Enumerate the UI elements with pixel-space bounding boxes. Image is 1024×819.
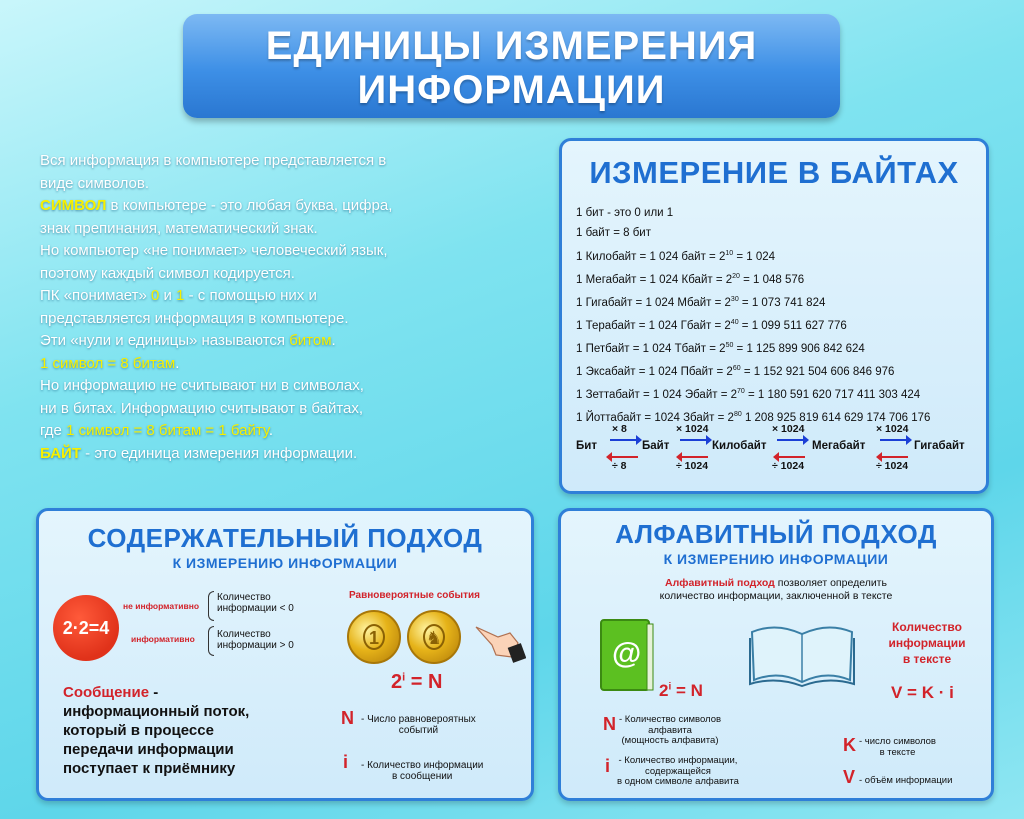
bytes-row-text: 1 Мегабайт = 1 024 Кбайт = 2 [576, 273, 733, 286]
bytes-row-text: 1 Петбайт = 1 024 Тбайт = 2 [576, 342, 726, 355]
up-factor: × 1024 [876, 423, 909, 435]
bytes-row-exponent: 60 [732, 365, 741, 373]
intro-fragment: . [331, 332, 336, 349]
coin-icon: 1 [347, 610, 401, 664]
alpha-description [561, 577, 991, 603]
intro-line [40, 285, 470, 308]
unit-label: Гигабайт [914, 440, 965, 452]
arrow-left-icon [880, 456, 908, 458]
arrow-right-icon [680, 439, 708, 441]
info-amount-line: информации < 0 [217, 603, 294, 614]
i-desc-line: - Количество информации, [618, 755, 738, 766]
down-factor: ÷ 8 [612, 460, 627, 472]
message-line: информационный поток, [63, 703, 250, 720]
brace-icon [208, 626, 214, 656]
content-title: СОДЕРЖАТЕЛЬНЫЙ ПОДХОД [87, 523, 483, 553]
info-amount-negative [217, 592, 294, 614]
bytes-row [576, 244, 930, 267]
n-letter: N [603, 714, 616, 734]
intro-line [40, 195, 470, 218]
bytes-row-exponent: 50 [725, 342, 734, 350]
i-description [361, 760, 483, 782]
intro-fragment: в компьютере - это любая буква, цифра, [106, 197, 393, 214]
bytes-row-value: = 1 099 511 627 776 [738, 319, 847, 332]
symbol-byte-fact: 1 символ = 8 битам = 1 байту [66, 422, 269, 439]
conversion-diagram [572, 413, 982, 483]
n-desc-line: алфавита [648, 724, 692, 736]
n-desc-line: - Количество символов [619, 714, 722, 725]
title-line-2: ИНФОРМАЦИИ [357, 68, 666, 112]
intro-fragment: . [268, 422, 274, 439]
intro-line: ни в битах. Информацию считывают в байтах, [40, 399, 364, 417]
unit-label: Килобайт [712, 440, 767, 452]
k-description [859, 737, 936, 758]
formula-rest: = N [405, 671, 443, 693]
v-letter: V [843, 767, 856, 787]
formula-2i-n [659, 681, 703, 701]
n-desc-line: - Число равновероятных [361, 714, 476, 725]
bytes-row-text: 1 Терабайт = 1 024 Гбайт = 2 [576, 319, 731, 332]
bytes-row [576, 267, 930, 290]
bytes-row-text: 1 Килобайт = 1 024 байт = 2 [576, 250, 726, 263]
text-info-line: информации [888, 636, 966, 650]
n-description [361, 714, 476, 736]
k-desc-line: - число символов [859, 736, 936, 747]
alpha-subtitle: К ИЗМЕРЕНИЮ ИНФОРМАЦИИ [663, 551, 889, 567]
informative-label: информативно [131, 634, 195, 644]
bytes-row-text: 1 Зеттабайт = 1 024 Эбайт = 2 [576, 389, 738, 402]
bytes-panel-title: ИЗМЕРЕНИЕ В БАЙТАХ [589, 155, 959, 190]
info-amount-line: информации > 0 [217, 640, 294, 651]
bytes-row-value: = 1 024 [733, 250, 776, 263]
bytes-row-exponent: 30 [730, 295, 739, 303]
info-amount-line: Количество [217, 629, 271, 640]
bytes-row-text: 1 байт = 8 бит [576, 227, 651, 240]
coin-icon: ♞ [407, 610, 461, 664]
formula-v-ki: V = K · i [891, 683, 954, 702]
symbol-bits-fact: 1 символ = 8 битам [40, 354, 176, 372]
intro-fragment: Эти «нули и единицы» называются [40, 332, 290, 349]
arrow-right-icon [777, 439, 805, 441]
content-subtitle: К ИЗМЕРЕНИЮ ИНФОРМАЦИИ [172, 555, 398, 571]
intro-line [40, 353, 470, 376]
down-factor: ÷ 1024 [676, 460, 709, 472]
up-factor: × 1024 [772, 423, 805, 435]
bytes-panel [559, 138, 989, 494]
formula-rest: = N [671, 681, 703, 700]
bytes-row-text: 1 бит - это 0 или 1 [576, 207, 674, 219]
intro-fragment: - с помощью них и [184, 287, 317, 304]
down-factor: ÷ 1024 [876, 460, 909, 472]
i-description [617, 756, 739, 788]
n-description [619, 715, 721, 747]
intro-line [40, 330, 470, 353]
up-factor: × 1024 [676, 423, 709, 435]
info-amount-line: Количество [217, 592, 271, 603]
bytes-row-value: = 1 048 576 [739, 273, 805, 286]
message-definition [63, 683, 303, 778]
n-desc-line: событий [398, 725, 439, 736]
arrow-right-icon [880, 439, 908, 441]
intro-line: Но информацию не считывают ни в символах, [40, 377, 364, 394]
brace-icon [208, 591, 214, 621]
equiprobable-events-label: Равновероятные события [349, 590, 480, 601]
intro-line: Вся информация в компьютере представляется в [40, 152, 387, 169]
message-line: передачи информации [63, 741, 234, 758]
page-title [183, 14, 840, 118]
bytes-row-value: = 1 125 899 906 842 624 [733, 342, 865, 355]
n-desc-line: (мощность алфавита) [621, 735, 719, 746]
i-letter: i [605, 756, 611, 776]
intro-line [40, 420, 470, 443]
intro-fragment: . [175, 354, 180, 372]
i-desc-line: в сообщении [391, 771, 453, 782]
i-desc-line: в одном символе алфавита [617, 776, 739, 787]
text-info-line: Количество [892, 620, 962, 634]
info-amount-positive [217, 629, 294, 651]
k-letter: K [843, 735, 856, 755]
zero-digit: 0 [151, 287, 160, 304]
unit-label: Бит [576, 440, 597, 452]
bytes-row [576, 359, 930, 382]
byte-term: БАЙТ [40, 444, 81, 462]
intro-fragment: и [159, 287, 177, 304]
arrow-right-icon [610, 439, 638, 441]
bytes-row-text: 1 Эксабайт = 1 024 Пбайт = 2 [576, 366, 733, 379]
alpha-desc-line: позволяет определить [774, 577, 887, 589]
formula-exp: i [402, 671, 406, 684]
not-informative-label: не информативно [123, 601, 200, 611]
i-desc-line: содержащейся [645, 765, 711, 777]
up-factor: × 8 [612, 423, 627, 435]
bytes-row [576, 382, 930, 405]
one-digit: 1 [176, 287, 185, 304]
bytes-row [576, 313, 930, 336]
bytes-row [576, 336, 930, 359]
symbol-term: СИМВОЛ [40, 197, 107, 214]
bytes-row-text: 1 Йоттабайт = 1024 Збайт = 2 [576, 412, 734, 425]
formula-base: 2 [391, 671, 403, 693]
bytes-row-text: 1 Гигабайт = 1 024 Мбайт = 2 [576, 296, 731, 309]
content-approach-panel [36, 508, 534, 801]
message-line: который в процессе [63, 722, 214, 739]
arrow-left-icon [680, 456, 708, 458]
intro-line: виде символов. [40, 174, 150, 192]
message-line: - [149, 684, 159, 701]
bytes-row-value: = 1 180 591 620 717 411 303 424 [744, 389, 921, 402]
arrow-left-icon [777, 456, 805, 458]
intro-fragment: ПК «понимает» [40, 287, 152, 304]
bytes-list [576, 203, 930, 429]
at-symbol: @ [612, 637, 642, 670]
alpha-term: Алфавитный подход [665, 577, 775, 589]
title-line-1: ЕДИНИЦЫ ИЗМЕРЕНИЯ [265, 24, 758, 68]
unit-label: Байт [642, 440, 670, 452]
formula-exp: i [668, 681, 672, 693]
intro-fragment: - это единица измерения информации. [81, 444, 358, 462]
bytes-row [576, 203, 930, 223]
k-desc-line: в тексте [879, 746, 916, 758]
intro-line: Но компьютер «не понимает» человеческий язык, [40, 242, 388, 259]
v-description: - объём информации [859, 775, 953, 786]
bytes-row-exponent: 20 [732, 272, 740, 280]
bytes-row-exponent: 40 [730, 318, 739, 326]
formula-2i-n [391, 671, 442, 694]
intro-line: представляется информация в компьютере. [40, 309, 349, 327]
bytes-row-exponent: 70 [737, 388, 745, 396]
equation-circle: 2·2=4 [53, 595, 119, 661]
formula-base: 2 [659, 681, 669, 700]
down-factor: ÷ 1024 [772, 460, 805, 472]
n-letter: N [341, 708, 354, 728]
text-info-line: в тексте [902, 652, 952, 666]
intro-text [40, 150, 470, 465]
intro-line: поэтому каждый символ кодируется. [40, 264, 295, 282]
bytes-row [576, 290, 930, 313]
bytes-row [576, 223, 930, 243]
bytes-row-exponent: 10 [725, 249, 734, 257]
arrow-left-icon [610, 456, 638, 458]
alpha-desc-line: количество информации, заключенной в тексте [659, 590, 893, 602]
bytes-row-value: 1 208 925 819 614 629 174 706 176 [741, 412, 931, 425]
unit-label: Мегабайт [812, 440, 866, 452]
pointing-hand-icon [472, 615, 526, 665]
bit-term: битом [289, 332, 332, 349]
alphabet-approach-panel [558, 508, 994, 801]
i-letter: i [343, 752, 349, 772]
bytes-row-exponent: 80 [733, 411, 742, 419]
open-book-icon [746, 614, 858, 689]
text-info-amount [879, 619, 975, 667]
alpha-title: АЛФАВИТНЫЙ ПОДХОД [615, 519, 937, 549]
message-term: Сообщение [63, 684, 150, 701]
i-desc-line: - Количество информации [361, 760, 484, 771]
intro-fragment: где [40, 422, 67, 439]
intro-line: знак препинания, математический знак. [40, 219, 318, 237]
bytes-row-value: = 1 152 921 504 606 846 976 [740, 366, 895, 379]
bytes-row-value: = 1 073 741 824 [738, 296, 826, 309]
message-line: поступает к приёмнику [63, 760, 236, 777]
intro-line [40, 443, 470, 466]
